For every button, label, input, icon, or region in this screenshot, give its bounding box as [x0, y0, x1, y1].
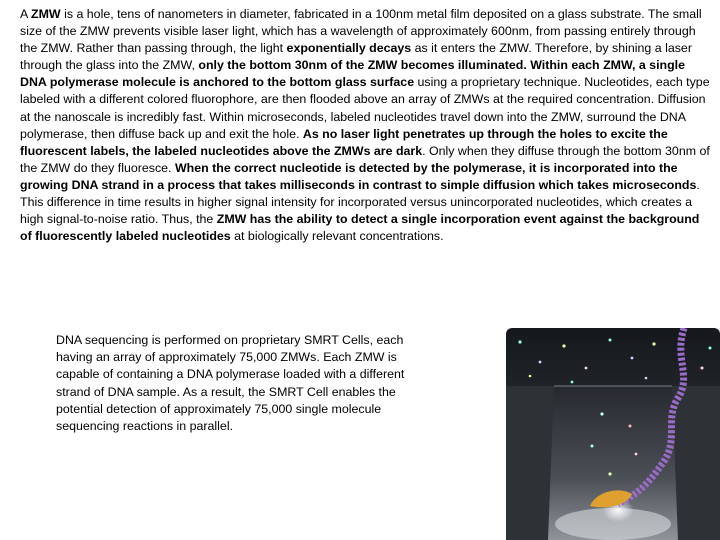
- paragraph-bold-segment: ZMW: [31, 7, 61, 21]
- paragraph-segment: at biologically relevant concentrations.: [230, 229, 444, 244]
- paragraph-segment: A: [20, 7, 32, 21]
- paragraph-bold-segment: When the correct nucleotide is detected by the polymerase, it is incorporated into the growing DNA strand in a process that takes milliseconds in contrast to simple diffusion which takes microseconds: [20, 160, 697, 192]
- paragraph-segment: using a proprietary technique. Nucleotides, each type labeled with a different colored fluorophore, are then flooded above an array of ZMWs at the required concentration. Diffusion at the nanoscale is incredibly fast. Within microseconds, labeled nucleotides travel down into the ZMW, surround the DNA polymerase, then diffuse back up and exit the hole.: [20, 75, 710, 141]
- paragraph-segment: is a hole, tens of nanometers in diameter, fabricated in a 100nm metal film deposited on a glass substrate. The small size of the ZMW prevents visible laser light, which has a wavelength of approximately 600nm, from passing entirely through the ZMW. Rather than passing through, the light: [20, 7, 702, 56]
- paragraph-bold-segment: only the bottom 30nm of the ZMW becomes illuminated. Within each ZMW, a single DNA polymerase molecule is anchored to the bottom glass surface: [20, 58, 685, 90]
- smrt-cell-caption: DNA sequencing is performed on proprietary SMRT Cells, each having an array of approximately 75,000 ZMWs. Each ZMW is capable of containing a DNA polymerase loaded with a different strand of DNA sample. As a result, the SMRT Cell enables the potential detection of approximately 75,000 single molecule sequencing reactions in parallel.: [56, 333, 405, 434]
- paragraph-segment: . Only when they diffuse through the bottom 30nm of the ZMW do they fluoresce.: [20, 143, 710, 175]
- zmw-description-paragraph: [20, 6, 712, 245]
- zmw-illustration: [506, 328, 720, 540]
- paragraph-segment: . This difference in time results in higher signal intensity for incorporated versus unincorporated nucleotides, which creates a high signal-to-noise ratio. Thus, the: [20, 177, 700, 227]
- paragraph-bold-segment: exponentially decays: [286, 41, 412, 56]
- paragraph-bold-segment: As no laser light penetrates up through the holes to excite the fluorescent labels, the labeled nucleotides above the ZMWs are dark: [20, 126, 668, 158]
- paragraph-bold-segment: ZMW has the ability to detect a single incorporation event against the background of fluorescently labeled nucleotides: [20, 212, 700, 244]
- paragraph-segment: as it enters the ZMW. Therefore, by shining a laser through the glass into the ZMW,: [20, 41, 692, 73]
